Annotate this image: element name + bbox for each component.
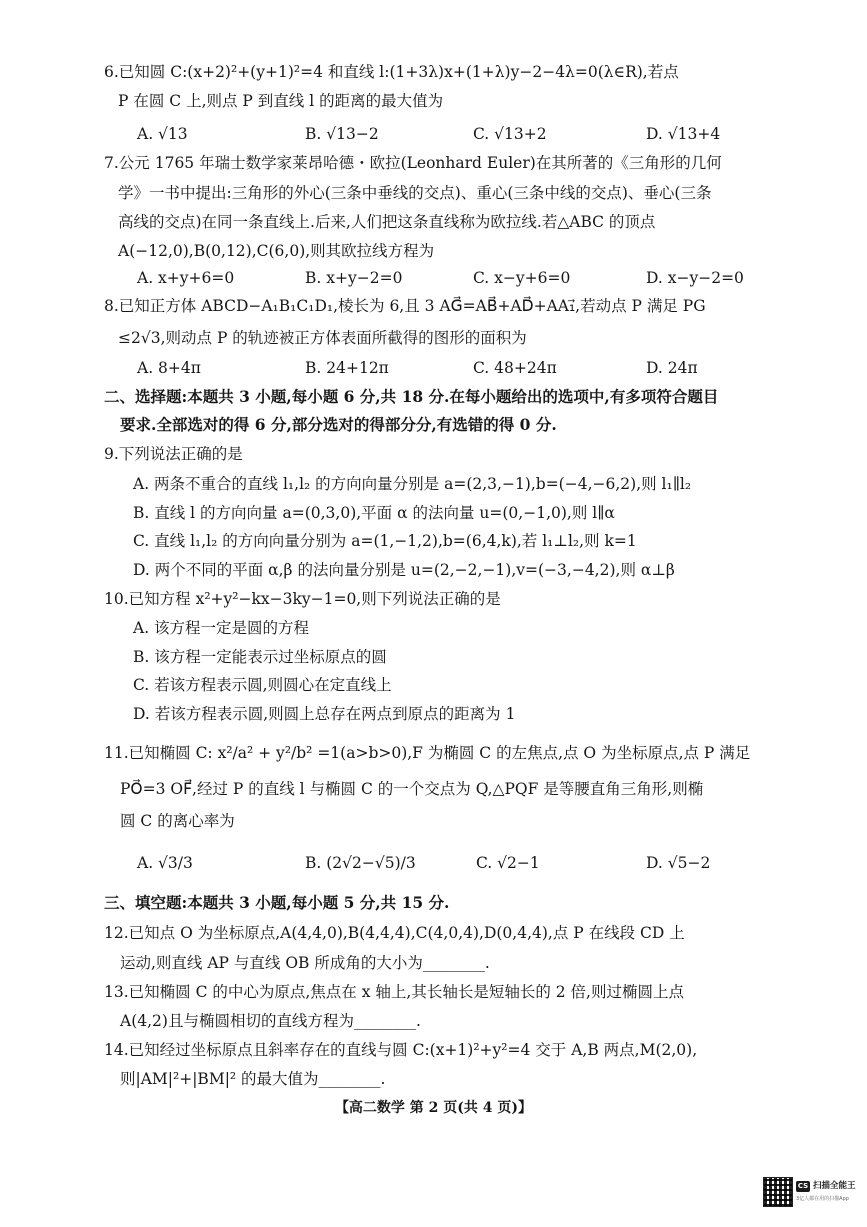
- q7-line1: 7.公元 1765 年瑞士数学家莱昂哈德・欧拉(Leonhard Euler)在其所著的《三角形的几何: [104, 154, 722, 172]
- q11-option-c: C. √2−1: [476, 854, 540, 872]
- scanner-watermark: [763, 1175, 859, 1209]
- section2-line2: 要求.全部选对的得 6 分,部分选对的得部分分,有选错的得 0 分.: [120, 415, 557, 434]
- q6-line2: P 在圆 C 上,则点 P 到直线 l 的距离的最大值为: [118, 92, 444, 110]
- camscanner-logo-icon: CS: [797, 1182, 809, 1190]
- q11-options: [0, 850, 867, 876]
- q13-line2: A(4,2)且与椭圆相切的直线方程为________.: [120, 1012, 421, 1030]
- q7-line2: 学》一书中提出:三角形的外心(三条中垂线的交点)、重心(三条中线的交点)、垂心(三条: [118, 184, 712, 202]
- q14-line1: 14.已知经过坐标原点且斜率存在的直线与圆 C:(x+1)²+y²=4 交于 A,B 两点,M(2,0),: [104, 1041, 698, 1059]
- q13-line1: 13.已知椭圆 C 的中心为原点,焦点在 x 轴上,其长轴长是短轴长的 2 倍,则过椭圆上点: [104, 983, 684, 1001]
- q10-option-a: A. 该方程一定是圆的方程: [133, 619, 310, 637]
- section3-heading: 三、填空题:本题共 3 小题,每小题 5 分,共 15 分.: [104, 893, 450, 912]
- q8-option-a: A. 8+4π: [137, 359, 201, 377]
- q11-option-d: D. √5−2: [646, 854, 711, 872]
- q7-option-b: B. x+y−2=0: [305, 269, 403, 287]
- q10-option-d: D. 若该方程表示圆,则圆上总存在两点到原点的距离为 1: [133, 705, 516, 723]
- scanner-title: 扫描全能王: [813, 1181, 856, 1191]
- q12-line1: 12.已知点 O 为坐标原点,A(4,4,0),B(4,4,4),C(4,0,4),D(0,4,4),点 P 在线段 CD 上: [104, 924, 685, 942]
- q6-option-a: A. √13: [137, 125, 188, 143]
- q9-option-c: C. 直线 l₁,l₂ 的方向向量分别为 a=(1,−1,2),b=(6,4,k),若 l₁⊥l₂,则 k=1: [133, 532, 637, 550]
- q9-option-a: A. 两条不重合的直线 l₁,l₂ 的方向向量分别是 a=(2,3,−1),b=(−4,−6,2),则 l₁∥l₂: [133, 475, 692, 493]
- q8-option-c: C. 48+24π: [473, 359, 557, 377]
- q8-option-d: D. 24π: [646, 359, 698, 377]
- q11-line1: 11.已知椭圆 C: x²/a² + y²/b² =1(a>b>0),F 为椭圆 C 的左焦点,点 O 为坐标原点,点 P 满足: [104, 744, 751, 762]
- q10-option-b: B. 该方程一定能表示过坐标原点的圆: [133, 648, 387, 666]
- q7-option-c: C. x−y+6=0: [473, 269, 571, 287]
- q9-option-d: D. 两个不同的平面 α,β 的法向量分别是 u=(2,−2,−1),v=(−3,−4,2),则 α⊥β: [133, 561, 675, 579]
- q7-options: [0, 265, 867, 291]
- q11-line3: 圆 C 的离心率为: [120, 812, 235, 830]
- q7-line3: 高线的交点)在同一条直线上.后来,人们把这条直线称为欧拉线.若△ABC 的顶点: [118, 213, 656, 231]
- q7-line4: A(−12,0),B(0,12),C(6,0),则其欧拉线方程为: [118, 242, 435, 260]
- q6: [0, 59, 867, 85]
- q11-option-a: A. √3/3: [137, 854, 193, 872]
- scanner-subtitle: 3亿人都在用的扫描App: [796, 1196, 849, 1202]
- q8-line2: ≤2√3,则动点 P 的轨迹被正方体表面所截得的图形的面积为: [118, 329, 527, 347]
- page-footer: 【高二数学 第 2 页(共 4 页)】: [334, 1100, 533, 1116]
- q10-option-c: C. 若该方程表示圆,则圆心在定直线上: [133, 676, 392, 694]
- q6-option-c: C. √13+2: [473, 125, 547, 143]
- q8-option-b: B. 24+12π: [305, 359, 389, 377]
- q9-option-b: B. 直线 l 的方向向量 a=(0,3,0),平面 α 的法向量 u=(0,−1,0),则 l∥α: [133, 504, 615, 522]
- qr-code-icon: [763, 1177, 793, 1207]
- q6-line1: 6.已知圆 C:(x+2)²+(y+1)²=4 和直线 l:(1+3λ)x+(1+λ)y−2−4λ=0(λ∈R),若点: [104, 63, 679, 81]
- q9-stem: 9.下列说法正确的是: [104, 445, 243, 463]
- q11-line2: PO⃗=3 OF⃗,经过 P 的直线 l 与椭圆 C 的一个交点为 Q,△PQF 是等腰直角三角形,则椭: [120, 780, 704, 798]
- q8-line1: 8.已知正方体 ABCD−A₁B₁C₁D₁,棱长为 6,且 3 AG⃗=AB⃗+AD⃗+AA₁⃗,若动点 P 满足 PG: [104, 297, 706, 315]
- q7-option-d: D. x−y−2=0: [646, 269, 744, 287]
- section2-heading: 二、选择题:本题共 3 小题,每小题 6 分,共 18 分.在每小题给出的选项中,有多项符合题目: [104, 387, 719, 406]
- q6-option-d: D. √13+4: [646, 125, 721, 143]
- q11-option-b: B. (2√2−√5)/3: [305, 854, 416, 872]
- q7-option-a: A. x+y+6=0: [137, 269, 235, 287]
- q8-options: [0, 355, 867, 381]
- q10-stem: 10.已知方程 x²+y²−kx−3ky−1=0,则下列说法正确的是: [104, 590, 501, 608]
- q14-line2: 则|AM|²+|BM|² 的最大值为________.: [120, 1070, 386, 1088]
- q12-line2: 运动,则直线 AP 与直线 OB 所成角的大小为________.: [120, 954, 490, 972]
- q6-option-b: B. √13−2: [305, 125, 379, 143]
- q6-options: [0, 121, 867, 147]
